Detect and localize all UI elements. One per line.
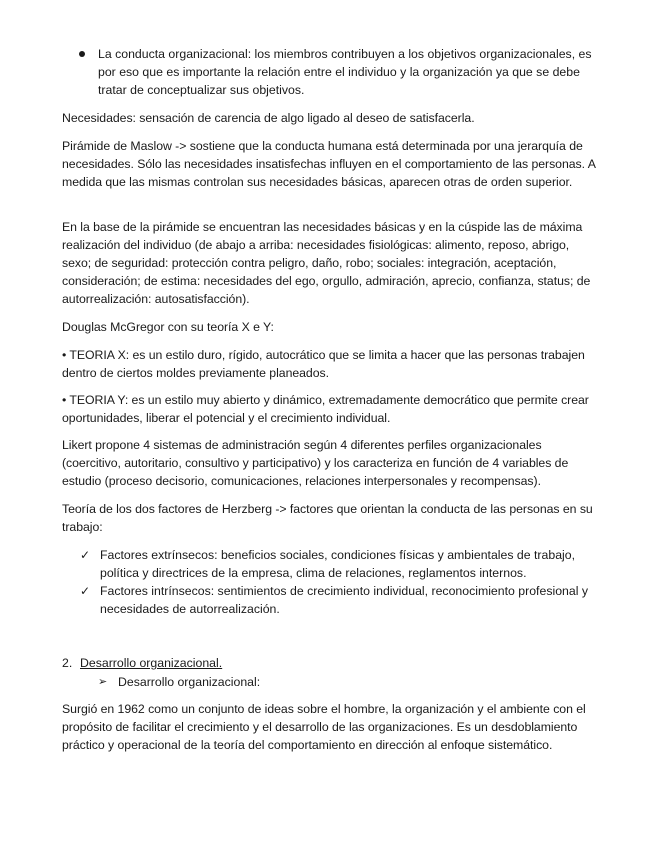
section-number: 2. xyxy=(62,656,73,670)
paragraph-likert: Likert propone 4 sistemas de administración según 4 diferentes perfiles organizacionales (coercitivo, autoritario, consultivo y participativo) y los caracteriza en función de 4 variables de estudio (proceso decisorio, comunicaciones, relaciones interpersonales y recompensas). xyxy=(62,438,569,488)
sub-list-item-text: Desarrollo organizacional: xyxy=(118,675,261,689)
paragraph-necesidades: Necesidades: sensación de carencia de algo ligado al deseo de satisfacerla. xyxy=(62,111,475,125)
section-title: Desarrollo organizacional. xyxy=(80,656,223,670)
paragraph-teoria-y: • TEORIA Y: es un estilo muy abierto y dinámico, extremadamente democrático que permite crear oportunidades, liberar el potencial y el crecimiento individual. xyxy=(62,393,589,425)
paragraph-piramide: En la base de la pirámide se encuentran las necesidades básicas y en la cúspide las de máxima realización del individuo (de abajo a arriba: necesidades fisiológicas: alimento, reposo, abrigo, sexo; de seguridad: protección contra peligro, daño, robo; sociales: integración, aceptación, consideración; de estima: necesidades del ego, orgullo, admiración, aprecio, confianza, status; de autorrealización: autosatisfacción). xyxy=(62,220,591,306)
check-icon: ✓ xyxy=(80,548,91,562)
checklist-item-text: Factores extrínsecos: beneficios sociales, condiciones físicas y ambientales de trabajo, política y directrices de la empresa, clima de relaciones, reglamentos internos. xyxy=(100,548,576,580)
paragraph-herzberg: Teoría de los dos factores de Herzberg -> factores que orientan la conducta de las personas en su trabajo: xyxy=(62,502,593,534)
checklist-item-text: Factores intrínsecos: sentimientos de crecimiento individual, reconocimiento profesional y necesidades de autorrealización. xyxy=(100,584,589,616)
paragraph-surgio: Surgió en 1962 como un conjunto de ideas sobre el hombre, la organización y el ambiente con el propósito de facilitar el crecimiento y el desarrollo de las organizaciones. Es un desdoblamiento práctico y operacional de la teoría del comportamiento en dirección al enfoque sistemático. xyxy=(62,702,586,752)
list-item-text: La conducta organizacional: los miembros contribuyen a los objetivos organizacionales, es por eso que es importante la relación entre el individuo y la organización ya que se debe tratar de conceptualizar sus objetivos. xyxy=(98,47,592,97)
paragraph-mcgregor: Douglas McGregor con su teoría X e Y: xyxy=(62,320,274,334)
arrow-bullet-icon: ➢ xyxy=(98,676,108,688)
paragraph-maslow: Pirámide de Maslow -> sostiene que la conducta humana está determinada por una jerarquía de necesidades. Sólo las necesidades insatisfechas influyen en el comportamiento de las personas. A medida que las mismas controlan sus necesidades básicas, aparecen otras de orden superior. xyxy=(62,139,596,189)
check-icon: ✓ xyxy=(80,584,91,598)
paragraph-teoria-x: • TEORIA X: es un estilo duro, rígido, autocrático que se limita a hacer que las personas trabajen dentro de ciertos moldes previamente planeados. xyxy=(62,348,585,380)
bullet-dot-icon xyxy=(79,51,85,57)
